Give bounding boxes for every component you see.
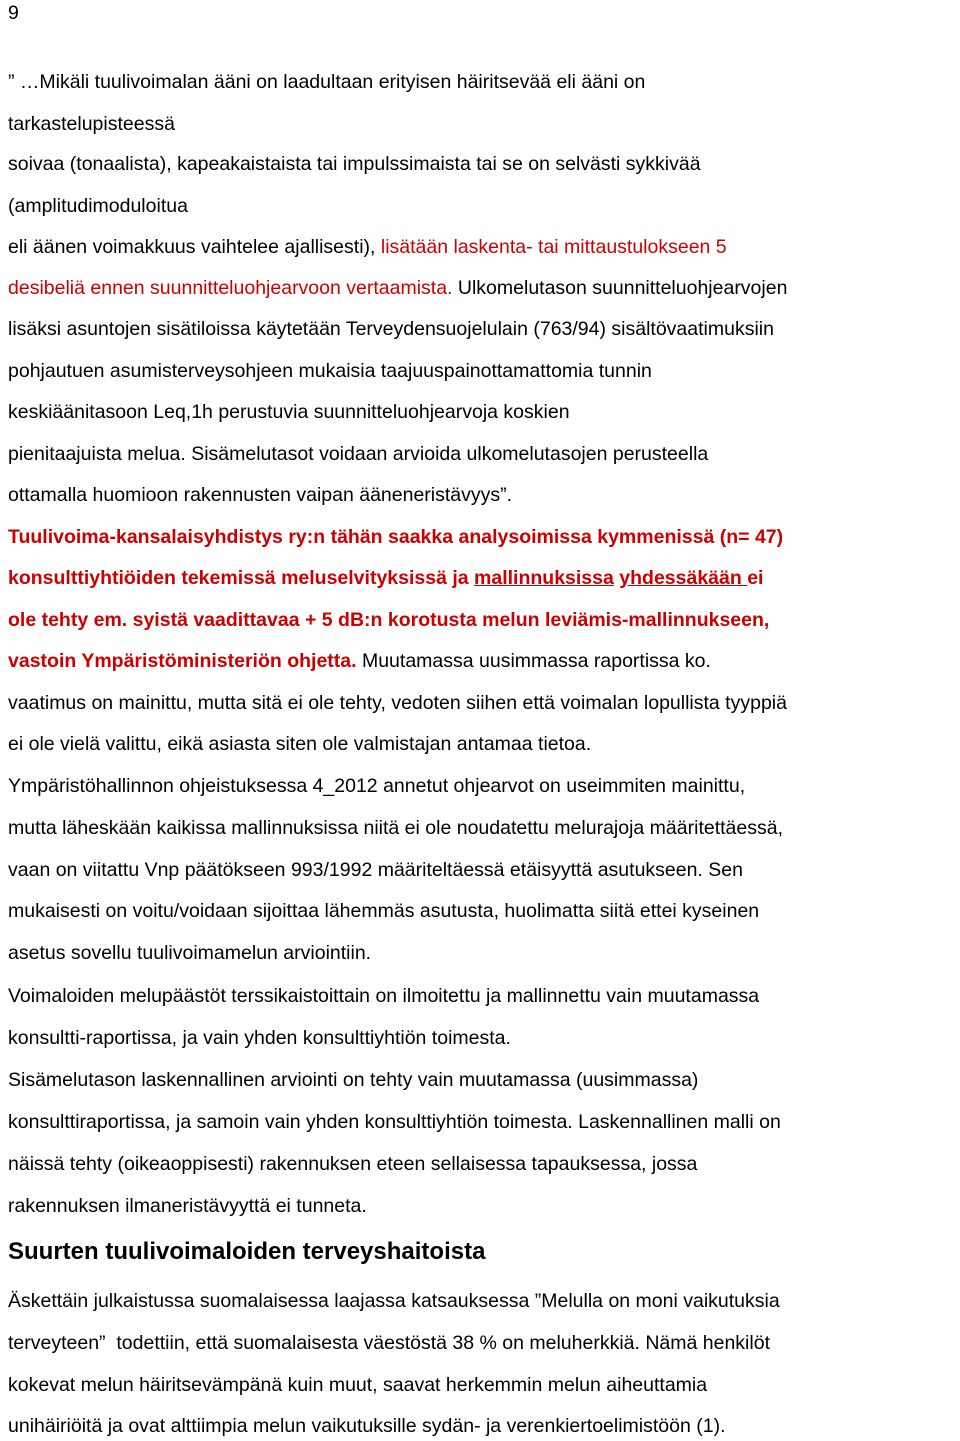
text-line (8, 524, 783, 550)
text-line (8, 1372, 707, 1398)
page-number: 9 (8, 2, 19, 24)
text-line (8, 1193, 367, 1219)
text-line (8, 482, 512, 508)
text-run: konsulttiraportissa, ja samoin vain yhden konsulttiyhtiön toimesta. Laskennallinen malli on (8, 1111, 781, 1133)
text-run: Muutamassa uusimmassa raportissa ko. (356, 650, 711, 672)
text-run: ottamalla huomioon rakennusten vaipan ääneneristävyys”. (8, 484, 513, 506)
text-line (8, 193, 188, 219)
text-run: keskiäänitasoon Leq,1h perustuvia suunnitteluohjearvoja koskien (8, 401, 570, 423)
text-run: vastoin Ympäristöministeriön ohjetta. (8, 650, 357, 672)
text-line (8, 690, 787, 716)
text-line (8, 1413, 726, 1439)
text-run: desibeliä ennen suunnitteluohjearvoon vertaamista. (8, 277, 453, 299)
text-line (8, 898, 759, 924)
text-run: soivaa (tonaalista), kapeakaistaista tai impulssimaista tai se on selvästi sykkivää (8, 153, 701, 175)
text-run: (amplitudimoduloitua (8, 195, 188, 217)
text-line (8, 441, 708, 467)
text-run: pienitaajuista melua. Sisämelutasot voidaan arvioida ulkomelutasojen perusteella (8, 443, 709, 465)
text-line (8, 1330, 770, 1356)
text-line (8, 69, 645, 95)
text-run: ei ole vielä valittu, eikä asiasta siten ole valmistajan antamaa tietoa. (8, 733, 592, 755)
text-run: mutta läheskään kaikissa mallinnuksissa niitä ei ole noudatettu melurajoja määritettäessä, (8, 817, 783, 839)
text-line (8, 773, 745, 799)
text-line (8, 358, 652, 384)
text-run: Voimaloiden melupäästöt terssikaistoittain on ilmoitettu ja mallinnettu vain muutamassa (8, 985, 760, 1007)
text-line (8, 1025, 511, 1051)
text-line (8, 275, 787, 301)
text-run: lisäksi asuntojen sisätiloissa käytetään Terveydensuojelulain (763/94) sisältövaatimuksiin (8, 318, 774, 340)
text-line (8, 151, 701, 177)
text-run: näissä tehty (oikeaoppisesti) rakennuksen eteen sellaisessa tapauksessa, jossa (8, 1153, 698, 1175)
text-run: unihäiriöitä ja ovat alttiimpia melun vaikutuksille sydän- ja verenkiertoelimistöön (1). (8, 1415, 726, 1437)
text-run: Ympäristöhallinnon ohjeistuksessa 4_2012 annetut ohjearvot on useimmiten mainittu, (8, 775, 746, 797)
text-run: mukaisesti on voitu/voidaan sijoittaa lähemmäs asutusta, huolimatta siitä ettei kyseinen (8, 900, 760, 922)
text-run: konsulttiyhtiöiden tekemissä meluselvityksissä ja (8, 567, 475, 589)
text-run: konsultti-raportissa, ja vain yhden konsulttiyhtiön toimesta. (8, 1027, 511, 1049)
text-run: eli äänen voimakkuus vaihtelee ajallisesti), (8, 236, 381, 258)
text-line (8, 234, 727, 260)
section-heading: Suurten tuulivoimaloiden terveyshaitoista (8, 1238, 486, 1265)
text-run: ” …Mikäli tuulivoimalan ääni on laadultaan erityisen häiritsevää eli ääni on (8, 71, 646, 93)
text-run: Sisämelutason laskennallinen arviointi on tehty vain muutamassa (uusimmassa) (8, 1069, 699, 1091)
text-line (8, 1109, 781, 1135)
text-line (8, 1151, 697, 1177)
text-run: asetus sovellu tuulivoimamelun arviointiin. (8, 942, 372, 964)
text-run: Tuulivoima-kansalaisyhdistys ry:n tähän saakka analysoimissa kymmenissä (n= 47) (8, 526, 784, 548)
text-line (8, 983, 759, 1009)
text-line (8, 1288, 780, 1314)
text-run: kokevat melun häiritsevämpänä kuin muut, saavat herkemmin melun aiheuttamia (8, 1374, 708, 1396)
text-run: tarkastelupisteessä (8, 113, 175, 135)
text-run: lisätään laskenta- tai mittaustulokseen 5 (380, 236, 727, 258)
text-line (8, 565, 763, 591)
text-run: Äskettäin julkaistussa suomalaisessa laajassa katsauksessa ”Melulla on moni vaikutuksia (8, 1290, 780, 1312)
text-run: terveyteen” todettiin, että suomalaisesta väestöstä 38 % on meluherkkiä. Nämä henkilöt (8, 1332, 770, 1354)
text-run: yhdessäkään (619, 567, 748, 589)
text-line (8, 731, 591, 757)
text-run: rakennuksen ilmaneristävyyttä ei tunneta. (8, 1195, 367, 1217)
text-line (8, 111, 175, 137)
text-run: pohjautuen asumisterveysohjeen mukaisia taajuuspainottamattomia tunnin (8, 360, 652, 382)
text-line (8, 940, 371, 966)
text-run: ei (747, 567, 764, 589)
text-line (8, 607, 769, 633)
text-run: vaatimus on mainittu, mutta sitä ei ole tehty, vedoten siihen että voimalan lopullista tyyppiä (8, 692, 787, 714)
text-line (8, 648, 711, 674)
text-line (8, 1067, 698, 1093)
text-line (8, 857, 743, 883)
text-run: mallinnuksissa (474, 567, 614, 589)
text-run: Ulkomelutason suunnitteluohjearvojen (452, 277, 788, 299)
text-run: ole tehty em. syistä vaadittavaa + 5 dB:n korotusta melun leviämis-mallinnukseen, (8, 609, 770, 631)
text-line (8, 815, 783, 841)
text-line (8, 399, 570, 425)
text-line (8, 316, 774, 342)
text-run: vaan on viitattu Vnp päätökseen 993/1992 määriteltäessä etäisyyttä asutukseen. Sen (8, 859, 743, 881)
